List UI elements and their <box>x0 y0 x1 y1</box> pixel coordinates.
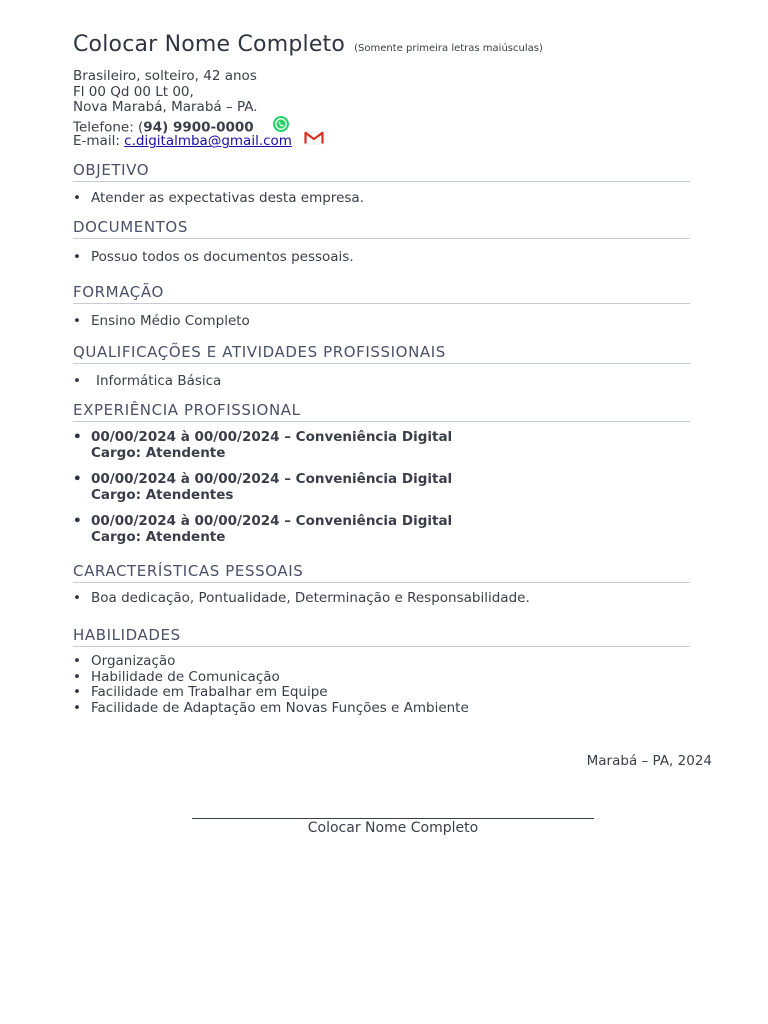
section-habilidades <box>73 626 690 716</box>
list-item: • Habilidade de Comunicação <box>73 670 690 686</box>
section-title-formacao: FORMAÇÃO <box>73 283 690 304</box>
whatsapp-icon <box>272 115 290 138</box>
personal-line-3: Nova Marabá, Marabá – PA. <box>73 99 258 116</box>
experience-period: • 00/00/2024 à 00/00/2024 – Conveniência Digital <box>91 429 453 445</box>
caracteristicas-list <box>73 591 690 607</box>
experience-role: Cargo: Atendente <box>91 444 226 461</box>
section-objetivo <box>73 161 690 207</box>
list-item: • Facilidade de Adaptação em Novas Funções e Ambiente <box>73 701 690 717</box>
section-caracteristicas <box>73 562 690 607</box>
phone-number: 94) 9900-0000 <box>143 119 254 136</box>
experience-item <box>73 472 690 503</box>
list-item: • Atender as expectativas desta empresa. <box>73 191 690 207</box>
email-label: E-mail: <box>73 133 125 150</box>
gmail-icon <box>304 130 324 150</box>
section-title-qualificacoes: QUALIFICAÇÕES E ATIVIDADES PROFISSIONAIS <box>73 343 690 364</box>
experience-item <box>73 514 690 545</box>
personal-line-1: Brasileiro, solteiro, 42 anos <box>73 68 257 84</box>
section-experiencia <box>73 401 690 546</box>
objetivo-list <box>73 191 690 207</box>
experience-period: • 00/00/2024 à 00/00/2024 – Conveniência Digital <box>91 513 453 530</box>
experience-role: Cargo: Atendente <box>91 528 226 545</box>
signature-name: Colocar Nome Completo <box>307 820 479 836</box>
section-title-caracteristicas: CARACTERÍSTICAS PESSOAIS <box>73 562 690 583</box>
name-header <box>73 32 543 57</box>
section-title-habilidades: HABILIDADES <box>73 626 690 647</box>
section-documentos <box>73 218 690 266</box>
signature-line <box>192 818 594 819</box>
list-item: • Organização <box>73 654 690 670</box>
section-qualificacoes <box>73 343 690 390</box>
phone-line <box>73 116 324 136</box>
documentos-list <box>73 250 690 266</box>
personal-line-2: Fl 00 Qd 00 Lt 00, <box>73 83 194 100</box>
list-item: • Informática Básica <box>73 374 690 390</box>
experience-period: • 00/00/2024 à 00/00/2024 – Conveniência Digital <box>91 471 453 488</box>
full-name: Colocar Nome Completo <box>73 32 346 57</box>
personal-info <box>73 68 324 150</box>
list-item: • Facilidade em Trabalhar em Equipe <box>73 685 690 701</box>
list-item: • Possuo todos os documentos pessoais. <box>73 250 690 266</box>
section-title-experiencia: EXPERIÊNCIA PROFISSIONAL <box>73 401 690 422</box>
list-item: • Ensino Médio Completo <box>73 314 690 330</box>
section-title-documentos: DOCUMENTOS <box>73 218 690 239</box>
habilidades-list <box>73 654 690 716</box>
experience-role: Cargo: Atendentes <box>91 486 234 503</box>
section-formacao <box>73 283 690 330</box>
section-title-objetivo: OBJETIVO <box>73 161 690 182</box>
experiencia-list <box>73 430 690 546</box>
place-date: Marabá – PA, 2024 <box>586 753 712 769</box>
experience-item <box>73 430 690 461</box>
qualificacoes-list <box>73 374 690 390</box>
email-link[interactable]: c.digitalmba@gmail.com <box>124 133 292 150</box>
name-note: (Somente primeira letras maiúsculas) <box>354 43 543 54</box>
phone-label: Telefone: ( <box>73 119 144 136</box>
list-item: • Boa dedicação, Pontualidade, Determinação e Responsabilidade. <box>73 591 690 607</box>
formacao-list <box>73 314 690 330</box>
